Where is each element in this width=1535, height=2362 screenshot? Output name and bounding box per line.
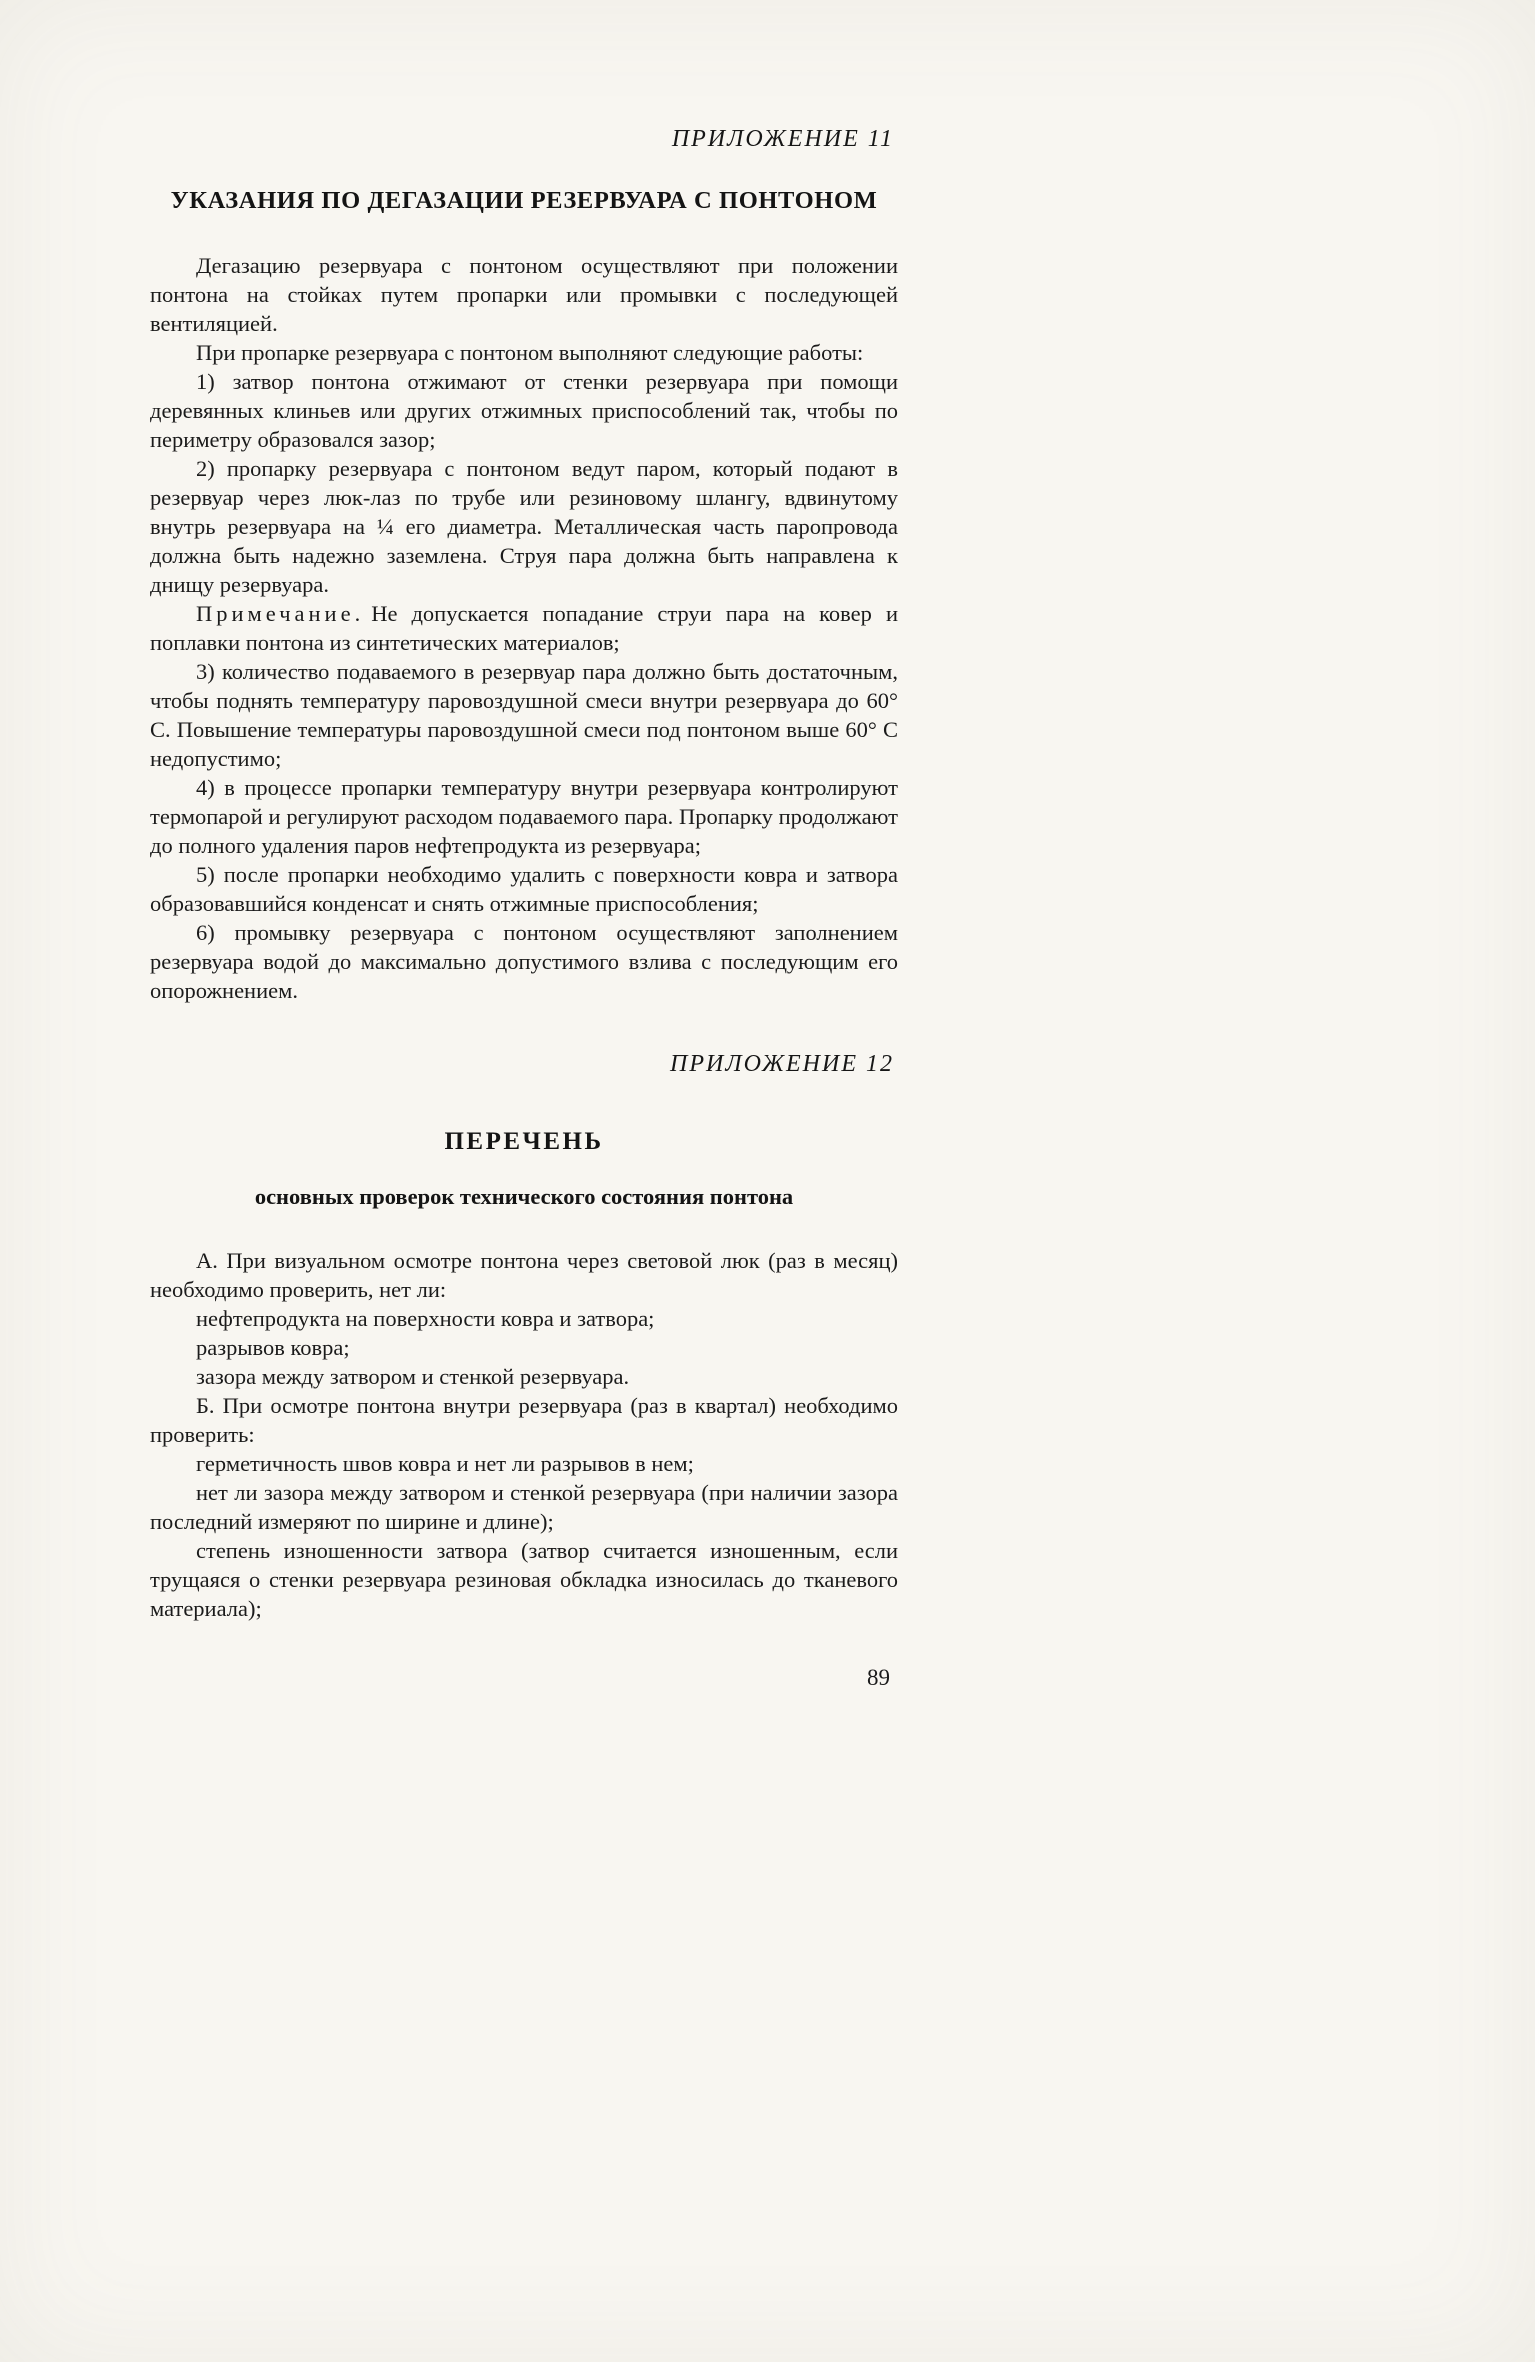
- paragraph-item-5: 5) после пропарки необходимо удалить с поверхности ковра и затвора образовавшийся конденсат и снять отжимные приспособления;: [150, 862, 898, 916]
- appendix-11-title: УКАЗАНИЯ ПО ДЕГАЗАЦИИ РЕЗЕРВУАРА С ПОНТОНОМ: [170, 187, 878, 214]
- paragraph-intro: Дегазацию резервуара с понтоном осуществляют при положении понтона на стойках путем пропарки или промывки с последующей вентиляцией.: [150, 253, 898, 336]
- page-number: 89: [867, 1665, 890, 1690]
- appendix-11-body: [150, 251, 898, 1005]
- appendix-12-title: ПЕРЕЧЕНЬ: [444, 1128, 604, 1155]
- paragraph-item-4: 4) в процессе пропарки температуру внутри резервуара контролируют термопарой и регулируют расходом подаваемого пара. Пропарку продолжают до полного удаления паров нефтепродукта из резервуара;: [150, 775, 898, 858]
- appendix-12-body: [150, 1246, 898, 1623]
- note-label: Примечание.: [196, 601, 365, 626]
- paragraph-item-2: 2) пропарку резервуара с понтоном ведут паром, который подают в резервуар через люк-лаз по трубе или резиновому шлангу, вдвинутому внутрь резервуара на ¼ его диаметра. Металлическая часть паропровода должна быть надежно заземлена. Струя пара должна быть направлена к днищу резервуара.: [150, 456, 898, 597]
- paragraph-item-1: 1) затвор понтона отжимают от стенки резервуара при помощи деревянных клиньев или других отжимных приспособлений так, чтобы по периметру образовался зазор;: [150, 369, 898, 452]
- paragraph-check-a: А. При визуальном осмотре понтона через световой люк (раз в месяц) необходимо проверить, нет ли:: [150, 1248, 898, 1302]
- appendix-12-label: ПРИЛОЖЕНИЕ 12: [670, 1051, 894, 1077]
- appendix-12-subtitle: основных проверок технического состояния понтона: [254, 1184, 794, 1209]
- paragraph-check-a-item-1: нефтепродукта на поверхности ковра и затвора;: [196, 1306, 655, 1331]
- paragraph-check-a-item-2: разрывов ковра;: [196, 1335, 350, 1360]
- paragraph-item-3: 3) количество подаваемого в резервуар пара должно быть достаточным, чтобы поднять температуру паровоздушной смеси внутри резервуара до 60° С. Повышение температуры паровоздушной смеси под понтоном выше 60° С недопустимо;: [150, 659, 898, 771]
- note-text: Не допускается попадание струи пара на ковер и поплавки понтона из синтетических материалов;: [150, 601, 898, 655]
- paragraph-item-6: 6) промывку резервуара с понтоном осуществляют заполнением резервуара водой до максимально допустимого взлива с последующим его опорожнением.: [150, 920, 898, 1003]
- paragraph-check-b: Б. При осмотре понтона внутри резервуара (раз в квартал) необходимо проверить:: [150, 1393, 898, 1447]
- paragraph-check-a-item-3: зазора между затвором и стенкой резервуара.: [196, 1364, 630, 1389]
- paragraph-check-b-item-3: степень изношенности затвора (затвор считается изношенным, если трущаяся о стенки резервуара резиновая обкладка износилась до тканевого материала);: [150, 1538, 898, 1621]
- appendix-11-label: ПРИЛОЖЕНИЕ 11: [671, 126, 894, 152]
- note-paragraph: [150, 599, 898, 657]
- paragraph-check-b-item-1: герметичность швов ковра и нет ли разрывов в нем;: [196, 1451, 694, 1476]
- paragraph-check-b-item-2: нет ли зазора между затвором и стенкой резервуара (при наличии зазора последний измеряют по ширине и длине);: [150, 1480, 898, 1534]
- page-content: [150, 126, 898, 1691]
- paragraph-works-lead: При пропарке резервуара с понтоном выполняют следующие работы:: [196, 340, 864, 365]
